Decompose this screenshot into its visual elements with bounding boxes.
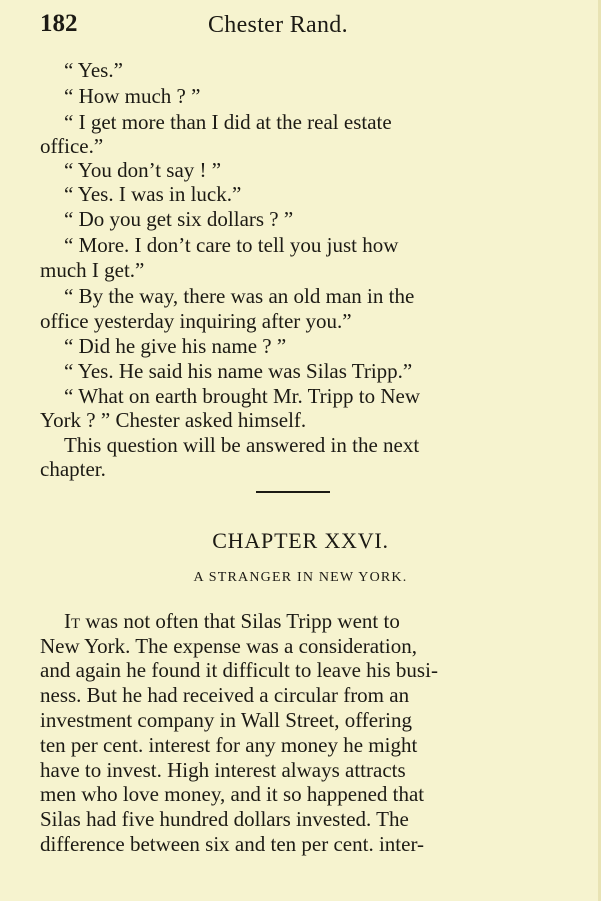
text-line: much I get.” (40, 258, 145, 282)
text-line: chapter. (40, 457, 106, 481)
text-line: “ I get more than I did at the real estate (64, 110, 392, 134)
page-number: 182 (40, 10, 78, 37)
text-line: “ What on earth brought Mr. Tripp to New (64, 384, 420, 408)
chapter-heading: CHAPTER XXVI. (212, 528, 389, 553)
text-line: York ? ” Chester asked himself. (40, 408, 307, 432)
text-line: have to invest. High interest always attracts (40, 758, 406, 782)
text-line: men who love money, and it so happened that (40, 782, 425, 806)
text-line: “ Yes. I was in luck.” (64, 182, 242, 206)
drop-word: It (64, 609, 81, 633)
text-line: and again he found it difficult to leave his busi- (40, 658, 438, 682)
text-line: “ Did he give his name ? ” (64, 334, 287, 358)
text-line: “ Yes.” (64, 58, 123, 82)
text-line: ness. But he had received a circular from an (40, 683, 410, 707)
text-line: investment company in Wall Street, offering (40, 708, 412, 732)
page-header (40, 10, 560, 42)
paragraph-first-line (64, 609, 400, 633)
text-line: “ By the way, there was an old man in the (64, 284, 415, 308)
text-line: “ Yes. He said his name was Silas Tripp.” (64, 359, 413, 383)
running-title: Chester Rand. (208, 12, 348, 38)
section-divider (256, 491, 330, 493)
chapter-subtitle: A STRANGER IN NEW YORK. (193, 570, 408, 585)
text-line: ten per cent. interest for any money he might (40, 733, 418, 757)
first-line-text: was not often that Silas Tripp went to (80, 609, 400, 633)
text-line: Silas had five hundred dollars invested. The (40, 807, 409, 831)
text-line: “ More. I don’t care to tell you just how (64, 233, 399, 257)
text-line: “ How much ? ” (64, 84, 201, 108)
text-line: difference between six and ten per cent. inter- (40, 832, 425, 856)
text-line: “ You don’t say ! ” (64, 158, 222, 182)
text-line: New York. The expense was a consideration, (40, 634, 417, 658)
text-line: “ Do you get six dollars ? ” (64, 207, 294, 231)
text-line: office yesterday inquiring after you.” (40, 309, 352, 333)
text-line: office.” (40, 134, 104, 158)
text-line: This question will be answered in the next (64, 433, 420, 457)
